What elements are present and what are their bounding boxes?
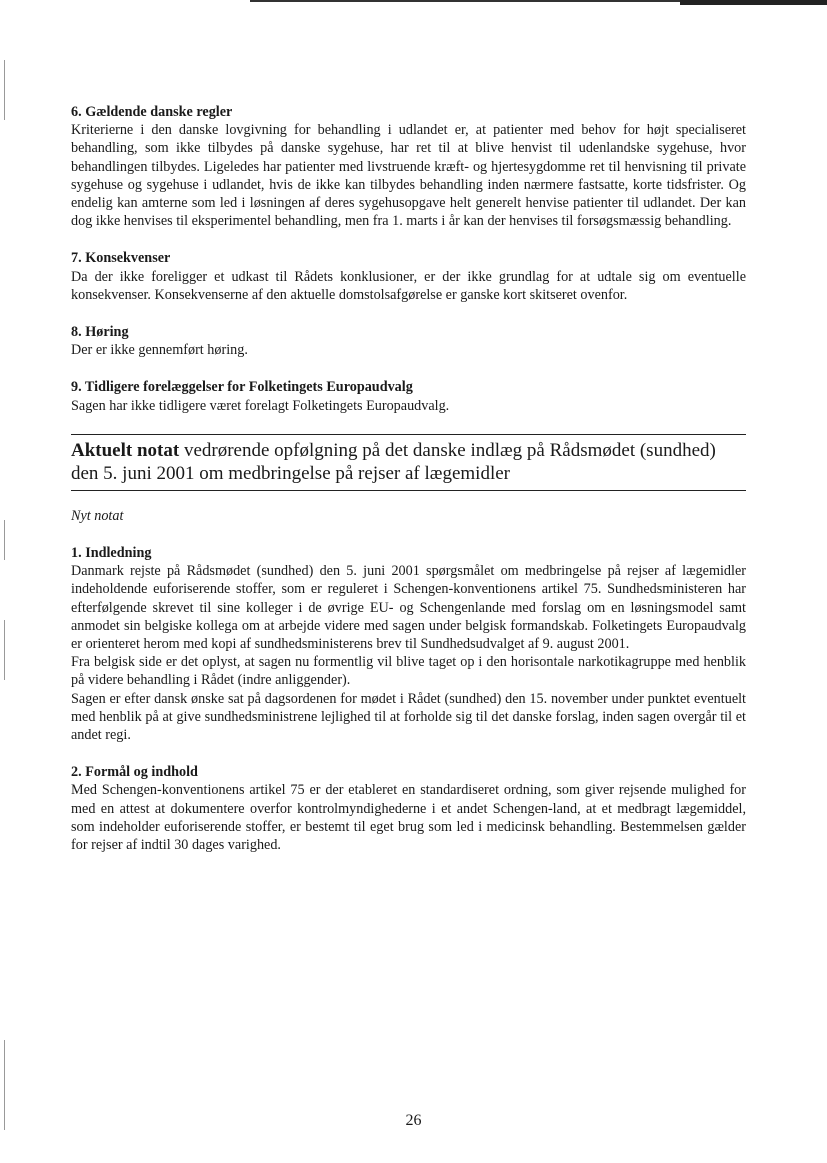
section-body: Danmark rejste på Rådsmødet (sundhed) den 5. juni 2001 spørgsmålet om medbringelse på rejser af lægemidler indeholdende euforiserende stoffer, som er reguleret i Schengen-konventionens artikel 75. Sundhedsministeren har efterfølgende skrevet til sine kolleger i de øvrige EU- og Schengenlande med forslag om en løsningsmodel samt anmodet sin belgiske kollega om at arbejde videre med sagen under belgisk formandskab. Folketingets Europaudvalg er orienteret herom med kopi af sundhedsministerens brev til Sundhedsudvalget af 9. august 2001. bbox=[71, 563, 746, 653]
section-6 bbox=[71, 103, 746, 230]
section-9 bbox=[71, 378, 746, 414]
scan-left-mark bbox=[4, 60, 5, 120]
document-page bbox=[71, 103, 746, 873]
section-paragraph: Fra belgisk side er det oplyst, at sagen nu formentlig vil blive taget op i den horisontale narkotikagruppe med henblik på videre behandling i Rådet (indre anliggender). bbox=[71, 654, 746, 689]
section-heading: 8. Høring bbox=[71, 324, 129, 341]
section-7 bbox=[71, 249, 746, 304]
section-heading: 7. Konsekvenser bbox=[71, 250, 171, 267]
section-body: Kriterierne i den danske lovgivning for behandling i udlandet er, at patienter med behov for højt specialiseret behandling, som ikke tilbydes på danske sygehuse, har ret til at blive henvist til udenlandske sygehuse, hvor behandlingen tilbydes. Ligeledes har patienter med livstruende kræft- og hjertesygdomme ret til henvisning til private sygehuse og sygehuse i udlandet, hvis de ikke kan tilbydes behandling inden nærmere fastsatte, korte tidsfrister. Og endelig kan amterne som led i løsningen af deres sygehusopgave helt generelt henvise patienter til udlandet. Der kan dog ikke henvises til eksperimentel behandling, men fra 1. marts i år kan der henvises til forsøgsmæssig behandling. bbox=[71, 122, 746, 230]
section-paragraph: Sagen er efter dansk ønske sat på dagsordenen for mødet i Rådet (sundhed) den 15. november under punktet eventuelt med henblik på at give sundhedsministrene lejlighed til at forholde sig til det danske forslag, inden sagen overgår til et andet regi. bbox=[71, 690, 746, 744]
section-2 bbox=[71, 763, 746, 854]
section-heading: 1. Indledning bbox=[71, 545, 152, 562]
section-heading: 9. Tidligere forelæggelser for Folketingets Europaudvalg bbox=[71, 379, 413, 396]
notat-title bbox=[71, 434, 746, 491]
notat-title-bold: Aktuelt notat bbox=[71, 439, 180, 461]
page-number: 26 bbox=[405, 1112, 422, 1129]
section-body: Med Schengen-konventionens artikel 75 er der etableret en standardiseret ordning, som giver rejsende mulighed for med en attest at dokumentere overfor kontrolmyndighederne i et andet Schengen-land, at et medbragt lægemiddel, som indeholder euforiserende stoffer, er bestemt til eget brug som led i medicinsk behandling. Bestemmelsen gælder for rejser af indtil 30 dages varighed. bbox=[71, 782, 746, 854]
scan-left-mark bbox=[4, 620, 5, 680]
section-body: Sagen har ikke tidligere været forelagt Folketingets Europaudvalg. bbox=[71, 397, 450, 414]
section-heading: 6. Gældende danske regler bbox=[71, 104, 233, 120]
scan-left-mark bbox=[4, 520, 5, 560]
section-body: Der er ikke gennemført høring. bbox=[71, 342, 248, 359]
notat-subtitle: Nyt notat bbox=[71, 507, 124, 524]
section-8 bbox=[71, 323, 746, 359]
scan-top-edge bbox=[680, 0, 827, 5]
section-1 bbox=[71, 544, 746, 744]
notat-title-rest: vedrørende opfølgning på det danske indlæg på Rådsmødet (sundhed) den 5. juni 2001 om medbringelse på rejser af lægemidler bbox=[71, 439, 716, 484]
section-body: Da der ikke foreligger et udkast til Rådets konklusioner, er der ikke grundlag for at udtale sig om eventuelle konsekvenser. Konsekvenserne af den aktuelle domstolsafgørelse er ganske kort skitseret ovenfor. bbox=[71, 268, 746, 303]
section-heading: 2. Formål og indhold bbox=[71, 764, 198, 781]
